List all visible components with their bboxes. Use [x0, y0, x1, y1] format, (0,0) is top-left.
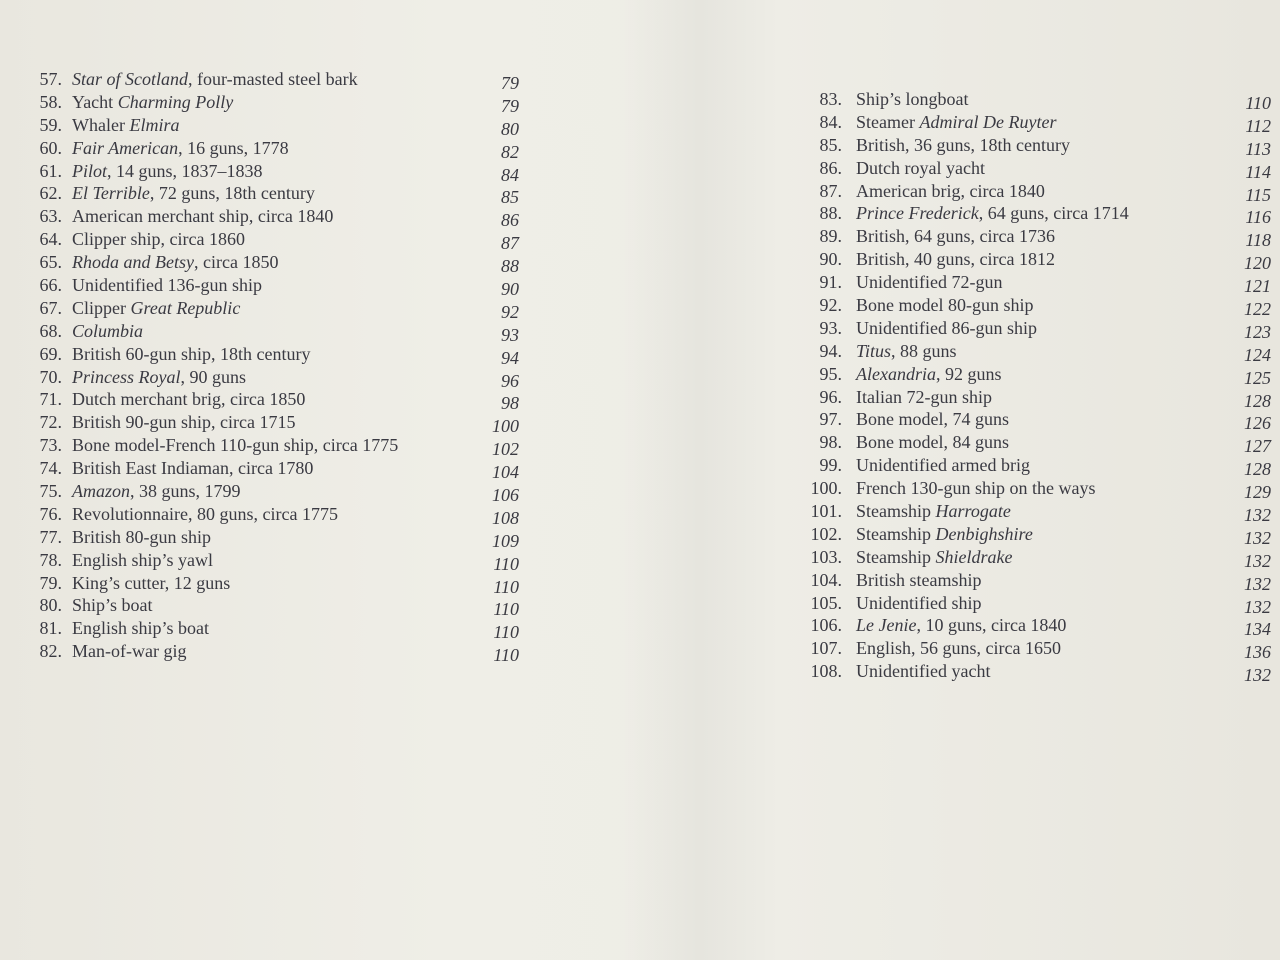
entry-title-text: , 64 guns, circa 1714: [978, 203, 1129, 224]
entry-page-number: 132: [1244, 505, 1271, 526]
index-entry-87: [786, 180, 1271, 203]
entry-page-number: 124: [1244, 344, 1271, 365]
entry-title-text: , 92 guns: [935, 363, 1002, 384]
entry-number: 105.: [810, 592, 842, 613]
index-entry-72: [14, 411, 519, 437]
entry-number: 100.: [810, 478, 842, 499]
entry-title: [856, 386, 992, 409]
entry-page-number: 106: [492, 485, 519, 506]
entry-title-italic: Titus: [856, 340, 892, 361]
entry-title-italic: Le Jenie: [856, 615, 917, 636]
entry-number: 92.: [819, 295, 842, 316]
index-entry-70: [14, 366, 519, 389]
entry-title-text: , 72 guns, 18th century: [149, 183, 315, 204]
entry-title-text: Bone model 80-gun ship: [856, 295, 1034, 316]
entry-title: [72, 617, 209, 640]
entry-title: [856, 569, 982, 592]
entry-title: [856, 180, 1045, 203]
entry-title: [72, 274, 262, 297]
entry-title-text: Steamer: [856, 111, 920, 132]
entry-title-text: Whaler: [72, 114, 130, 135]
index-column-left: [14, 68, 519, 666]
entry-title-text: Bone model, 84 guns: [856, 432, 1009, 453]
entry-title-italic: Great Republic: [130, 297, 241, 318]
entry-title: [72, 366, 246, 389]
index-entry-91: [786, 271, 1271, 297]
index-entry-97: [786, 408, 1271, 434]
entry-title-text: , 10 guns, circa 1840: [916, 615, 1067, 636]
entry-page-number: 112: [1245, 115, 1271, 136]
entry-title-text: Ship’s longboat: [856, 89, 969, 109]
index-entry-89: [786, 225, 1271, 251]
index-entry-88: [786, 202, 1271, 228]
entry-number: 71.: [39, 389, 62, 410]
entry-page-number: 96: [501, 370, 519, 391]
entry-title: [856, 408, 1009, 431]
entry-number: 68.: [39, 320, 62, 341]
entry-number: 67.: [39, 297, 62, 318]
index-entry-71: [14, 388, 519, 414]
entry-title-text: British, 36 guns, 18th century: [856, 134, 1070, 155]
entry-title-italic: Prince Frederick: [856, 203, 979, 224]
entry-page-number: 82: [501, 141, 519, 162]
entry-title: [856, 523, 1033, 546]
entry-page-number: 110: [493, 576, 519, 597]
entry-title-italic: Rhoda and Betsy: [72, 252, 194, 273]
entry-number: 76.: [39, 503, 62, 524]
index-entry-94: [786, 340, 1271, 363]
entry-number: 90.: [819, 249, 842, 270]
entry-title-text: Man-of-war gig: [72, 641, 187, 662]
entry-title-text: Clipper ship, circa 1860: [72, 229, 245, 250]
entry-title: [72, 572, 230, 595]
entry-title: [856, 637, 1061, 660]
entry-number: 69.: [39, 343, 62, 364]
entry-page-number: 126: [1244, 413, 1271, 434]
entry-page-number: 123: [1244, 321, 1271, 342]
entry-number: 83.: [819, 89, 842, 109]
entry-number: 63.: [39, 206, 62, 227]
entry-number: 108.: [810, 661, 842, 682]
entry-title-text: Unidentified armed brig: [856, 455, 1030, 476]
entry-page-number: 110: [493, 553, 519, 574]
entry-title-text: British, 64 guns, circa 1736: [856, 226, 1055, 247]
index-column-right: [786, 88, 1271, 686]
entry-title: [72, 388, 305, 411]
index-entry-104: [786, 569, 1271, 592]
entry-title: [72, 182, 315, 205]
entry-title-text: , circa 1850: [193, 252, 279, 273]
entry-title-text: Revolutionnaire, 80 guns, circa 1775: [72, 503, 338, 524]
entry-page-number: 110: [493, 645, 519, 666]
entry-title-text: Unidentified ship: [856, 592, 982, 613]
entry-number: 61.: [39, 160, 62, 181]
entry-title-italic: Elmira: [129, 114, 180, 135]
entry-number: 65.: [39, 252, 62, 273]
entry-title-text: American merchant ship, circa 1840: [72, 206, 334, 227]
entry-title: [72, 320, 143, 343]
entry-title-text: , 14 guns, 1837–1838: [107, 160, 263, 181]
entry-page-number: 113: [1245, 138, 1271, 159]
entry-page-number: 80: [501, 118, 519, 139]
entry-number: 70.: [39, 366, 62, 387]
index-entry-81: [14, 617, 519, 643]
entry-number: 103.: [810, 546, 842, 567]
index-entry-78: [14, 549, 519, 572]
entry-title-italic: Fair American: [72, 137, 179, 158]
entry-number: 86.: [819, 157, 842, 178]
entry-page-number: 88: [501, 256, 519, 277]
entry-title: [856, 111, 1056, 134]
index-entry-90: [786, 248, 1271, 274]
entry-title: [72, 228, 245, 251]
entry-title: [72, 594, 153, 617]
entry-page-number: 128: [1244, 390, 1271, 411]
entry-title-text: , four-masted steel bark: [188, 69, 358, 89]
index-entry-63: [14, 205, 519, 231]
entry-number: 93.: [819, 317, 842, 338]
entry-page-number: 120: [1244, 253, 1271, 274]
entry-title-text: Steamship: [856, 546, 936, 567]
entry-title-text: English, 56 guns, circa 1650: [856, 638, 1061, 659]
entry-page-number: 122: [1244, 299, 1271, 320]
entry-title-text: English ship’s yawl: [72, 549, 214, 570]
index-entry-79: [14, 572, 519, 595]
entry-title: [856, 454, 1030, 477]
index-entry-82: [14, 640, 519, 666]
entry-page-number: 132: [1244, 573, 1271, 594]
entry-number: 60.: [39, 137, 62, 158]
index-entry-92: [786, 294, 1271, 320]
entry-title-text: British 60-gun ship, 18th century: [72, 343, 311, 364]
entry-title-italic: Denbighshire: [935, 523, 1033, 544]
entry-title-text: Yacht: [72, 91, 118, 112]
entry-page-number: 127: [1244, 436, 1271, 457]
entry-title-text: , 90 guns: [180, 366, 246, 387]
entry-title: [72, 411, 295, 434]
entry-number: 96.: [819, 386, 842, 407]
entry-title-text: British East Indiaman, circa 1780: [72, 458, 314, 479]
entry-number: 104.: [810, 569, 842, 590]
entry-title-text: , 88 guns: [891, 340, 957, 361]
entry-number: 107.: [810, 638, 842, 659]
entry-title-italic: Star of Scotland: [72, 69, 188, 89]
entry-number: 72.: [39, 412, 62, 433]
entry-title: [72, 457, 313, 480]
entry-number: 98.: [819, 432, 842, 453]
entry-title: [856, 271, 1002, 294]
entry-number: 79.: [39, 572, 62, 593]
index-entry-85: [786, 134, 1271, 157]
index-entry-107: [786, 637, 1271, 663]
index-entry-77: [14, 526, 519, 549]
entry-title: [856, 134, 1070, 157]
entry-title: [72, 549, 213, 572]
index-entry-66: [14, 274, 519, 300]
entry-page-number: 100: [492, 416, 519, 437]
entry-page-number: 104: [492, 462, 519, 483]
entry-title-text: Unidentified yacht: [856, 661, 991, 682]
entry-page-number: 87: [501, 233, 519, 254]
entry-title-text: Ship’s boat: [72, 595, 153, 616]
entry-title: [72, 480, 241, 503]
index-entry-100: [786, 477, 1271, 503]
entry-page-number: 132: [1244, 550, 1271, 571]
entry-page-number: 110: [493, 622, 519, 643]
entry-page-number: 102: [492, 439, 519, 460]
entry-title: [856, 88, 969, 111]
entry-number: 81.: [39, 618, 62, 639]
index-entry-65: [14, 251, 519, 277]
entry-number: 89.: [819, 226, 842, 247]
entry-number: 87.: [819, 180, 842, 201]
index-entry-83: [786, 88, 1271, 111]
index-entry-76: [14, 503, 519, 526]
entry-title: [72, 503, 338, 526]
entry-title-text: , 38 guns, 1799: [130, 481, 241, 502]
entry-title: [72, 114, 179, 137]
entry-page-number: 132: [1244, 527, 1271, 548]
entry-title: [72, 160, 263, 183]
entry-number: 77.: [39, 526, 62, 547]
entry-page-number: 94: [501, 347, 519, 368]
entry-title-text: British, 40 guns, circa 1812: [856, 249, 1055, 270]
entry-page-number: 115: [1245, 184, 1271, 205]
index-entry-68: [14, 320, 519, 343]
entry-page-number: 108: [492, 507, 519, 528]
entry-number: 85.: [819, 134, 842, 155]
entry-page-number: 136: [1244, 642, 1271, 663]
entry-title: [72, 343, 310, 366]
entry-title: [856, 614, 1066, 637]
entry-page-number: 128: [1244, 459, 1271, 480]
entry-number: 75.: [39, 481, 62, 502]
index-entry-95: [786, 363, 1271, 386]
entry-title-italic: Admiral De Ruyter: [919, 111, 1057, 132]
entry-title-italic: Alexandria: [856, 363, 936, 384]
entry-number: 101.: [810, 501, 842, 522]
entry-number: 59.: [39, 114, 62, 135]
entry-title-italic: Shieldrake: [935, 546, 1013, 567]
entry-number: 99.: [819, 455, 842, 476]
index-entry-59: [14, 114, 519, 137]
entry-title-text: , 16 guns, 1778: [178, 137, 289, 158]
entry-number: 97.: [819, 409, 842, 430]
entry-page-number: 134: [1244, 619, 1271, 640]
index-entry-106: [786, 614, 1271, 640]
entry-page-number: 98: [501, 393, 519, 414]
entry-number: 88.: [819, 203, 842, 224]
entry-number: 106.: [810, 615, 842, 636]
entry-title-text: British steamship: [856, 569, 982, 590]
entry-title-text: English ship’s boat: [72, 618, 210, 639]
entry-title: [856, 317, 1037, 340]
entry-page-number: 132: [1244, 596, 1271, 617]
entry-title: [856, 225, 1055, 248]
entry-number: 58.: [39, 91, 62, 112]
entry-title-italic: Charming Polly: [117, 91, 234, 112]
entry-page-number: 110: [493, 599, 519, 620]
entry-title-text: Dutch merchant brig, circa 1850: [72, 389, 306, 410]
entry-number: 66.: [39, 275, 62, 296]
entry-title-text: Steamship: [856, 523, 936, 544]
entry-title: [72, 526, 211, 549]
entry-title-text: King’s cutter, 12 guns: [72, 572, 231, 593]
entry-title-text: British 90-gun ship, circa 1715: [72, 412, 296, 433]
entry-page-number: 109: [492, 530, 519, 551]
entry-title-italic: Amazon: [72, 481, 130, 502]
index-entry-108: [786, 660, 1271, 686]
entry-title: [72, 91, 233, 114]
index-entry-93: [786, 317, 1271, 340]
page-gutter-shadow: [620, 0, 780, 960]
index-entry-57: [14, 68, 519, 91]
entry-number: 78.: [39, 549, 62, 570]
entry-number: 94.: [819, 340, 842, 361]
entry-page-number: 85: [501, 187, 519, 208]
index-entry-75: [14, 480, 519, 506]
index-entry-74: [14, 457, 519, 483]
entry-number: 91.: [819, 272, 842, 293]
index-entry-101: [786, 500, 1271, 526]
index-entry-105: [786, 592, 1271, 615]
entry-title: [72, 251, 278, 274]
entry-title: [856, 157, 985, 180]
entry-title: [72, 137, 289, 160]
entry-title-text: Bone model, 74 guns: [856, 409, 1009, 430]
entry-title: [856, 294, 1034, 317]
entry-title: [856, 500, 1011, 523]
entry-number: 102.: [810, 523, 842, 544]
entry-title: [856, 202, 1129, 225]
entry-title-text: British 80-gun ship: [72, 526, 212, 547]
entry-number: 74.: [39, 458, 62, 479]
entry-number: 80.: [39, 595, 62, 616]
entry-title-text: Clipper: [72, 297, 131, 318]
index-entry-103: [786, 546, 1271, 569]
entry-page-number: 132: [1244, 665, 1271, 686]
entry-title-italic: Princess Royal: [72, 366, 181, 387]
entry-title: [856, 592, 981, 615]
entry-page-number: 114: [1245, 161, 1271, 182]
entry-title: [856, 477, 1095, 500]
entry-title: [72, 434, 398, 457]
index-entry-98: [786, 431, 1271, 457]
entry-title-text: Steamship: [856, 501, 936, 522]
entry-page-number: 84: [501, 164, 519, 185]
index-entry-58: [14, 91, 519, 114]
entry-page-number: 121: [1244, 276, 1271, 297]
entry-title-italic: Pilot: [72, 160, 107, 181]
entry-number: 73.: [39, 435, 62, 456]
index-entry-64: [14, 228, 519, 254]
index-entry-62: [14, 182, 519, 208]
entry-title-italic: Harrogate: [935, 501, 1011, 522]
entry-page-number: 116: [1245, 207, 1271, 228]
entry-number: 82.: [39, 641, 62, 662]
entry-title: [72, 640, 186, 663]
entry-title-text: Italian 72-gun ship: [856, 386, 992, 407]
entry-number: 84.: [819, 111, 842, 132]
entry-title-text: Unidentified 72-gun: [856, 272, 1003, 293]
entry-title-italic: El Terrible: [72, 183, 150, 204]
index-entry-69: [14, 343, 519, 366]
entry-page-number: 110: [1245, 93, 1271, 113]
entry-number: 62.: [39, 183, 62, 204]
entry-number: 95.: [819, 363, 842, 384]
index-entry-60: [14, 137, 519, 160]
index-entry-102: [786, 523, 1271, 546]
entry-title: [856, 248, 1055, 271]
entry-page-number: 129: [1244, 482, 1271, 503]
entry-page-number: 79: [501, 95, 519, 116]
index-entry-67: [14, 297, 519, 320]
entry-page-number: 90: [501, 279, 519, 300]
entry-title: [72, 297, 240, 320]
entry-page-number: 118: [1245, 230, 1271, 251]
entry-page-number: 125: [1244, 367, 1271, 388]
entry-title: [856, 431, 1009, 454]
entry-page-number: 86: [501, 210, 519, 231]
entry-title: [856, 546, 1012, 569]
index-entry-99: [786, 454, 1271, 480]
index-entry-61: [14, 160, 519, 183]
entry-title-text: French 130-gun ship on the ways: [856, 478, 1096, 499]
entry-title: [856, 660, 990, 683]
entry-title: [856, 363, 1002, 386]
entry-title-text: American brig, circa 1840: [856, 180, 1045, 201]
index-entry-96: [786, 386, 1271, 409]
entry-page-number: 79: [501, 73, 519, 93]
entry-number: 57.: [39, 69, 62, 89]
entry-title-text: Bone model-French 110-gun ship, circa 1775: [72, 435, 399, 456]
entry-page-number: 93: [501, 324, 519, 345]
index-entry-84: [786, 111, 1271, 134]
entry-title: [72, 68, 358, 91]
index-entry-86: [786, 157, 1271, 180]
index-entry-80: [14, 594, 519, 620]
entry-title-text: Unidentified 136-gun ship: [72, 275, 262, 296]
entry-title: [856, 340, 957, 363]
entry-title: [72, 205, 333, 228]
entry-page-number: 92: [501, 301, 519, 322]
index-entry-73: [14, 434, 519, 460]
entry-number: 64.: [39, 229, 62, 250]
entry-title-italic: Columbia: [72, 320, 144, 341]
entry-title-text: Dutch royal yacht: [856, 157, 985, 178]
entry-title-text: Unidentified 86-gun ship: [856, 317, 1037, 338]
